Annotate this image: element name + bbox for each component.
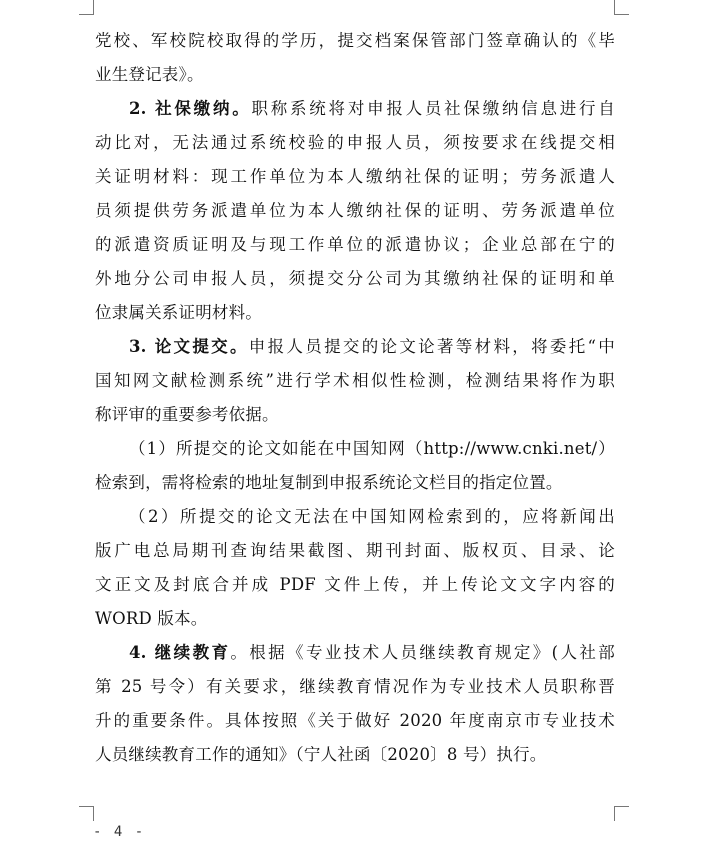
crop-mark-top-left [79,0,94,15]
paragraph-line: 文正文及封底合并成 PDF 文件上传，并上传论文文字内容的 [95,575,615,594]
paragraph-line: 检索到，需将检索的地址复制到申报系统论文栏目的指定位置。 [95,473,563,492]
paragraph-line: 人员继续教育工作的通知》（宁人社函〔2020〕8 号）执行。 [95,745,547,764]
paragraph-line: 称评审的重要参考依据。 [95,405,279,424]
paragraph-line: 版广电总局期刊查询结果截图、期刊封面、版权页、目录、论 [95,541,615,560]
paragraph-first-line: （1）所提交的论文如能在中国知网（http://www.cnki.net/） [129,439,615,458]
paragraph-line: 员须提供劳务派遣单位为本人缴纳社保的证明、劳务派遣单位 [95,201,615,220]
paragraph-line: 位隶属关系证明材料。 [95,303,262,322]
page-number: - 4 - [93,824,146,840]
paragraph-line: 关证明材料：现工作单位为本人缴纳社保的证明；劳务派遣人 [95,167,615,186]
section-heading-paper-submission: 3. 论文提交。 [129,337,249,356]
paragraph-line: 国知网文献检测系统”进行学术相似性检测，检测结果将作为职 [95,371,615,390]
crop-mark-top-right [614,0,629,15]
paragraph-text: 申报人员提交的论文论著等材料，将委托“中 [248,337,616,356]
paragraph-first-line [95,92,615,126]
paragraph-first-line [95,330,615,364]
paragraph-text: 职称系统将对申报人员社保缴纳信息进行自 [251,99,615,118]
paragraph-line: 外地分公司申报人员，须提交分公司为其缴纳社保的证明和单 [95,269,615,288]
paragraph-line: 党校、军校院校取得的学历，提交档案保管部门签章确认的《毕 [95,31,615,50]
paragraph-first-line: （2）所提交的论文无法在中国知网检索到的，应将新闻出 [129,507,615,526]
paragraph-text: 。根据《专业技术人员继续教育规定》(人社部 [230,643,615,662]
paragraph-line: 业生登记表》。 [95,65,204,84]
paragraph-first-line [95,636,615,670]
paragraph-line: 第 25 号令）有关要求，继续教育情况作为专业技术人员职称晋 [95,677,615,696]
document-body [95,24,615,772]
paragraph-line: 升的重要条件。具体按照《关于做好 2020 年度南京市专业技术 [95,711,615,730]
paragraph-line: 动比对，无法通过系统校验的申报人员，须按要求在线提交相 [95,133,615,152]
paragraph-line: WORD 版本。 [95,609,208,628]
crop-mark-bottom-left [79,806,94,821]
crop-mark-bottom-right [614,806,629,821]
paragraph-line: 的派遣资质证明及与现工作单位的派遣协议；企业总部在宁的 [95,235,615,254]
section-heading-social-insurance: 2. 社保缴纳。 [129,99,252,118]
section-heading-continuing-education: 4. 继续教育 [129,643,231,662]
